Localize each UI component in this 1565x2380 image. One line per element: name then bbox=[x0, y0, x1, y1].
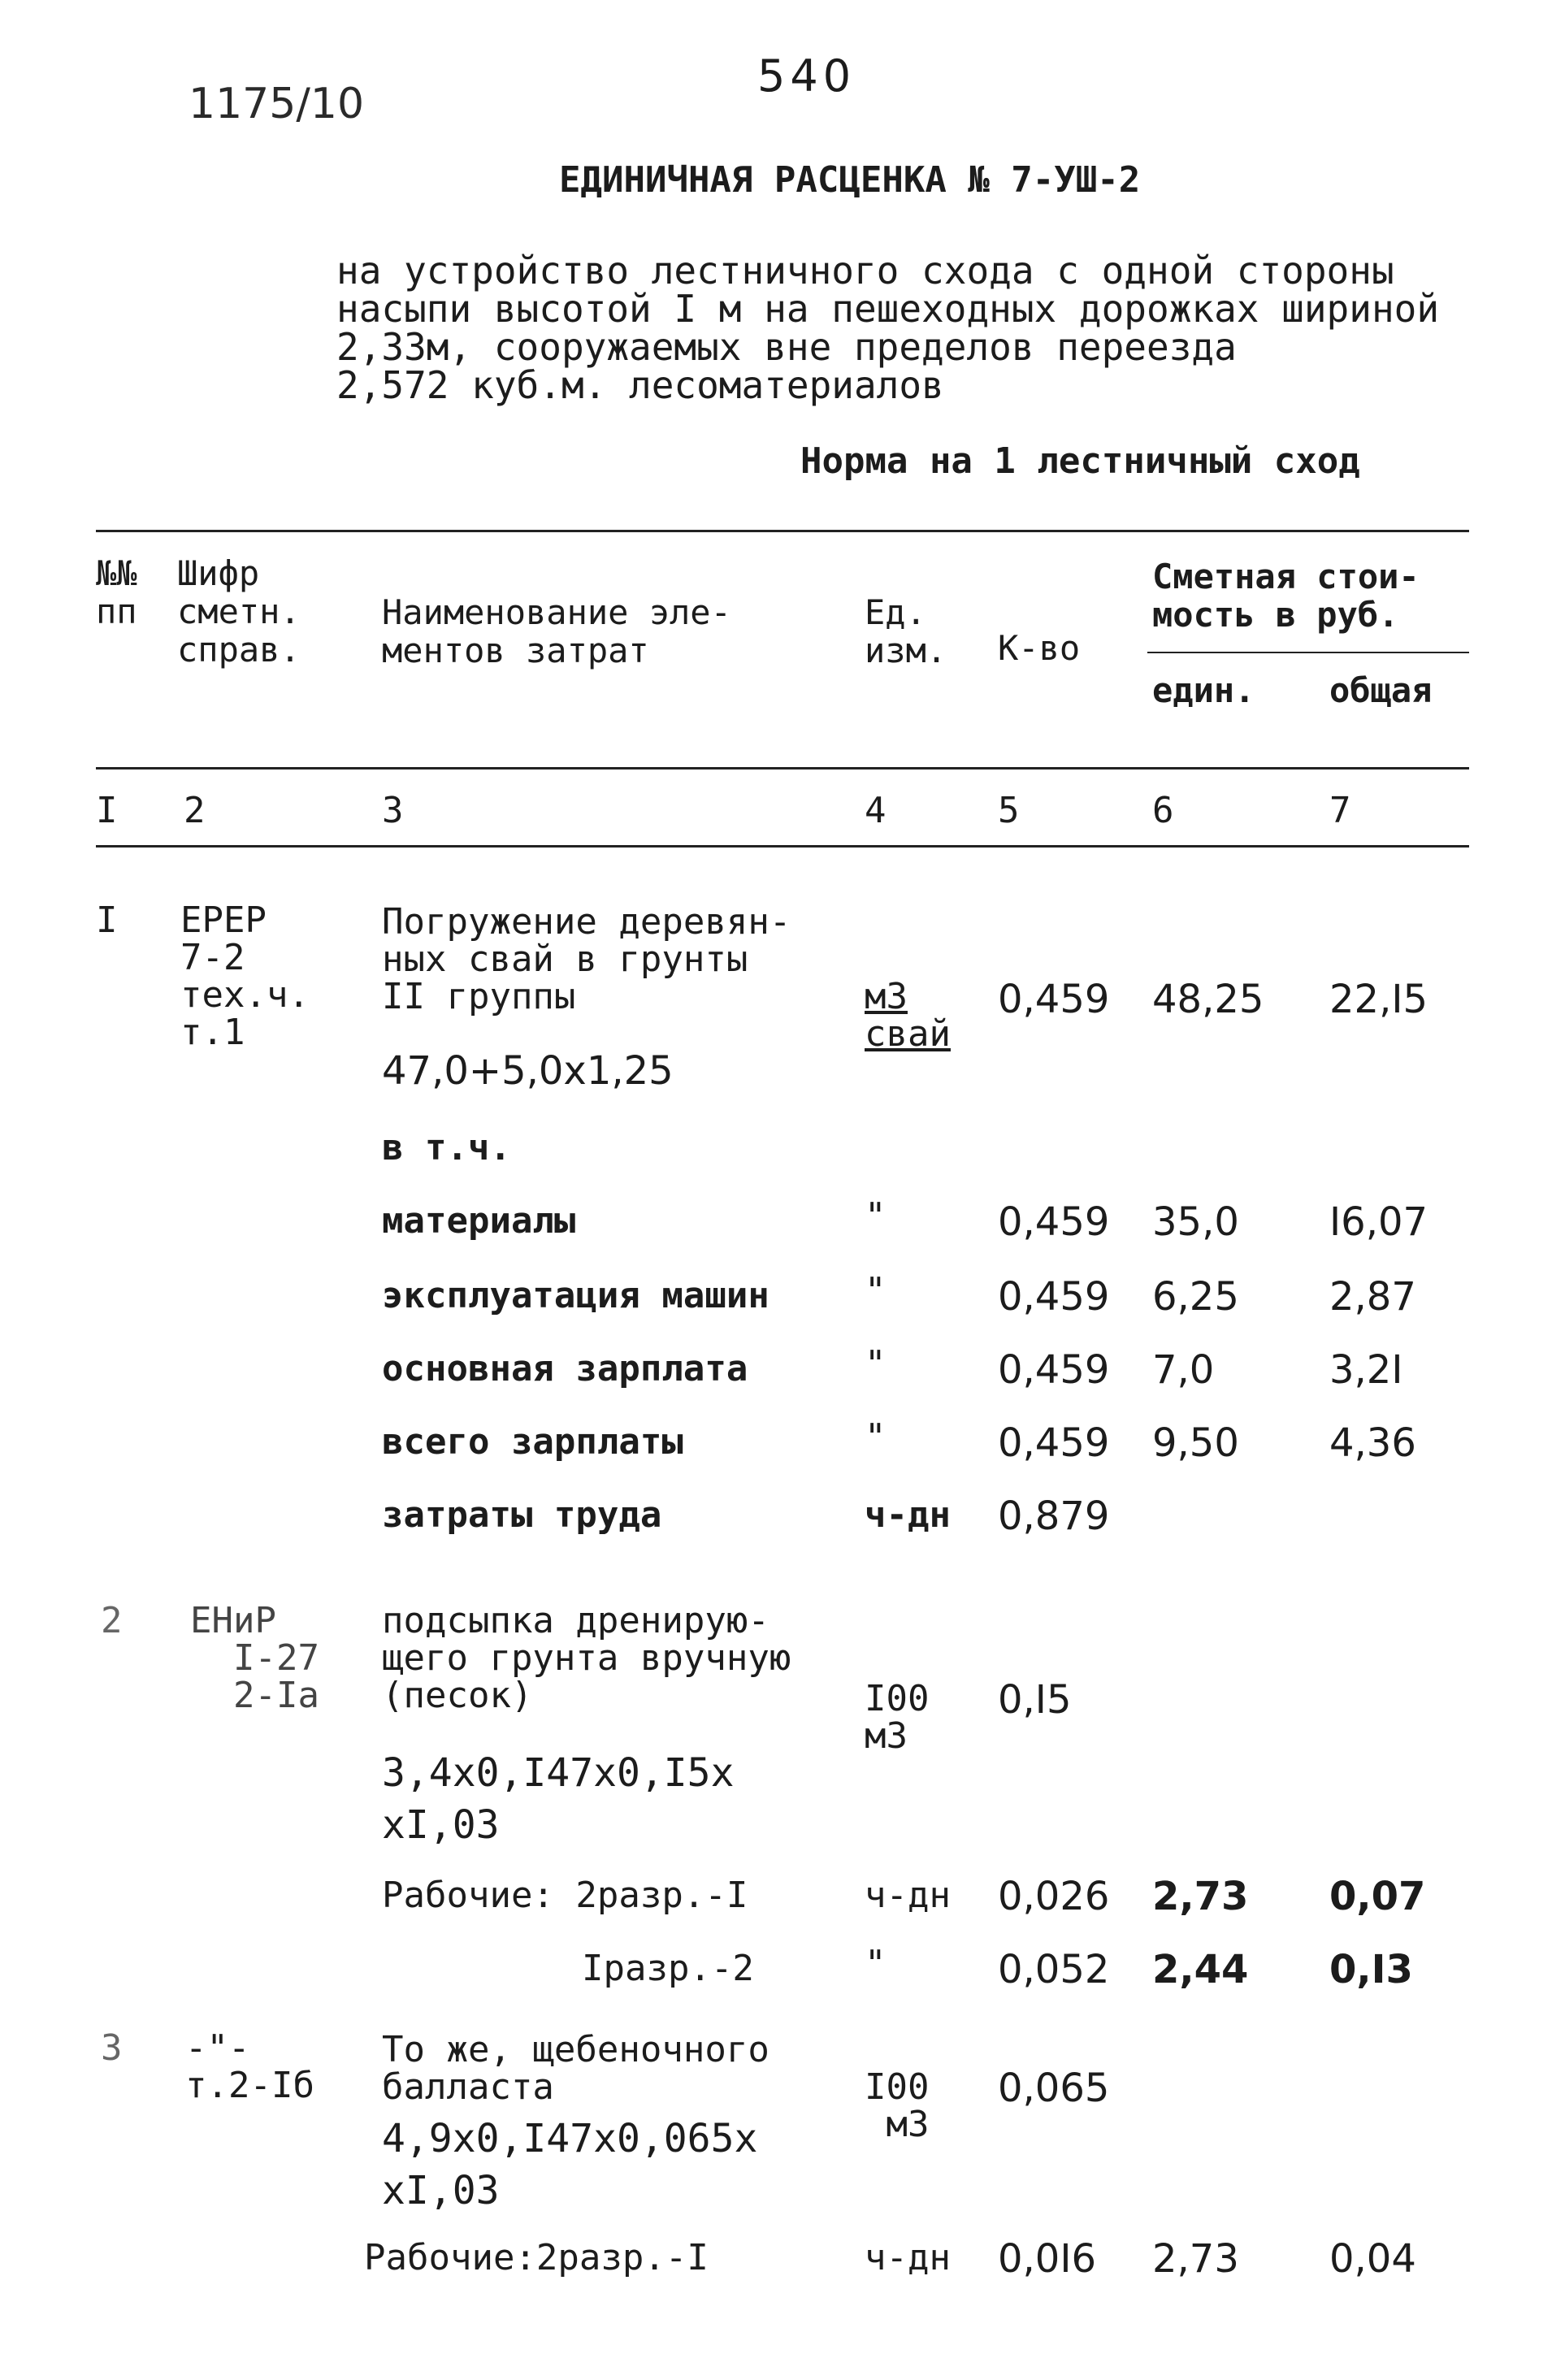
row-estimate-code: -"- т.2-Iб bbox=[185, 2027, 314, 2106]
column-number: I bbox=[96, 790, 118, 831]
row-cost-element-name: подсыпка дренирую- щего грунта вручную (песок) bbox=[382, 1600, 791, 1716]
header-estimated-cost: Сметная стои- мость в руб. bbox=[1152, 557, 1420, 635]
header-quantity: К-во bbox=[998, 628, 1081, 668]
header-cost-element-name: Наименование эле- ментов затрат bbox=[382, 592, 731, 670]
column-number: 6 bbox=[1152, 790, 1174, 831]
column-number: 7 bbox=[1329, 790, 1351, 831]
row-unit: " bbox=[865, 1270, 887, 1311]
header-bottom-rule bbox=[96, 767, 1469, 769]
row-unit-cost: 9,50 bbox=[1152, 1420, 1239, 1466]
row-quantity: 0,052 bbox=[998, 1947, 1110, 1992]
row-cost-element-name: основная зарплата bbox=[382, 1348, 748, 1389]
row-unit: ч-дн bbox=[865, 1875, 951, 1916]
row-estimate-code: ЕРЕР 7-2 тех.ч. т.1 bbox=[180, 900, 310, 1053]
row-unit: I00 м3 bbox=[865, 1678, 930, 1757]
row-cost-element-name: Погружение деревян- ных свай в грунты II группы bbox=[382, 901, 791, 1017]
row-quantity: 0,459 bbox=[998, 1274, 1110, 1320]
row-unit: " bbox=[865, 1195, 887, 1237]
row-formula: 4,9x0,I47x0,065x xI,03 bbox=[382, 2116, 758, 2213]
row-unit: ч-дн bbox=[865, 1494, 951, 1536]
row-estimate-code: ЕНиР I-27 2-Iа bbox=[190, 1600, 319, 1716]
row-total-cost: 0,04 bbox=[1329, 2236, 1416, 2282]
row-number: I bbox=[96, 900, 118, 941]
subtitle-line: 2,572 куб.м. лесоматериалов bbox=[336, 363, 944, 407]
handwritten-archive-code: 1175/10 bbox=[189, 80, 365, 128]
row-quantity: 0,I5 bbox=[998, 1677, 1072, 1723]
row-cost-element-name: всего зарплаты bbox=[382, 1421, 683, 1463]
row-cost-element-name: Рабочие: 2разр.-I bbox=[382, 1875, 748, 1916]
row-cost-element-name: материалы bbox=[382, 1200, 576, 1242]
header-unit: Ед. изм. bbox=[865, 592, 947, 670]
row-cost-element-name: То же, щебеночного балласта bbox=[382, 2029, 769, 2108]
row-unit: " bbox=[865, 1943, 887, 1984]
row-unit: ч-дн bbox=[865, 2237, 951, 2278]
column-number: 3 bbox=[382, 790, 404, 831]
row-quantity: 0,459 bbox=[998, 1420, 1110, 1466]
row-quantity: 0,0I6 bbox=[998, 2236, 1097, 2282]
row-formula: 47,0+5,0x1,25 bbox=[382, 1048, 674, 1094]
document-title: ЕДИНИЧНАЯ РАСЦЕНКА № 7-УШ-2 bbox=[559, 159, 1141, 201]
row-unit: м3 свай bbox=[865, 976, 951, 1055]
row-unit: " bbox=[865, 1343, 887, 1385]
header-total-cost: общая bbox=[1329, 670, 1433, 710]
row-cost-element-name: затраты труда bbox=[382, 1494, 662, 1536]
row-total-cost: I6,07 bbox=[1329, 1199, 1428, 1245]
row-quantity: 0,459 bbox=[998, 1347, 1110, 1393]
row-total-cost: 22,I5 bbox=[1329, 977, 1428, 1022]
header-estimate-code: Шифр сметн. справ. bbox=[177, 553, 301, 670]
row-including-label: в т.ч. bbox=[382, 1127, 511, 1168]
row-unit: I00 м3 bbox=[865, 2066, 930, 2145]
row-unit-cost: 7,0 bbox=[1152, 1347, 1215, 1393]
row-unit-cost: 6,25 bbox=[1152, 1274, 1239, 1320]
row-total-cost: 2,87 bbox=[1329, 1274, 1416, 1320]
column-numbers-rule bbox=[96, 845, 1469, 848]
cost-group-rule bbox=[1147, 652, 1469, 653]
page-number: 540 bbox=[757, 50, 856, 102]
row-unit-cost: 48,25 bbox=[1152, 977, 1264, 1022]
subtitle-line: 2,33м, сооружаемых вне пределов переезда bbox=[336, 325, 1237, 369]
row-formula: 3,4x0,I47x0,I5x xI,03 bbox=[382, 1750, 735, 1848]
row-quantity: 0,459 bbox=[998, 1199, 1110, 1245]
subtitle-line: на устройство лестничного схода с одной стороны bbox=[336, 249, 1394, 293]
row-total-cost: 0,I3 bbox=[1329, 1947, 1413, 1992]
row-unit-cost: 2,73 bbox=[1152, 1874, 1249, 1919]
column-number: 5 bbox=[998, 790, 1020, 831]
row-unit-cost: 35,0 bbox=[1152, 1199, 1239, 1245]
column-number: 2 bbox=[184, 790, 206, 831]
row-quantity: 0,065 bbox=[998, 2066, 1110, 2111]
row-number: 3 bbox=[101, 2027, 123, 2069]
subtitle-line: насыпи высотой I м на пешеходных дорожках шириной bbox=[336, 287, 1440, 331]
header-row-number: №№ пп bbox=[96, 553, 137, 631]
header-unit-cost: един. bbox=[1152, 670, 1255, 710]
norm-statement: Норма на 1 лестничный сход bbox=[800, 440, 1360, 482]
row-cost-element-name: Iразр.-2 bbox=[582, 1948, 754, 1989]
column-number: 4 bbox=[865, 790, 887, 831]
row-unit: " bbox=[865, 1416, 887, 1458]
row-unit-cost: 2,44 bbox=[1152, 1947, 1249, 1992]
row-cost-element-name: эксплуатация машин bbox=[382, 1275, 769, 1316]
row-quantity: 0,026 bbox=[998, 1874, 1110, 1919]
table-top-rule bbox=[96, 530, 1469, 532]
row-unit-cost: 2,73 bbox=[1152, 2236, 1239, 2282]
row-number: 2 bbox=[101, 1600, 123, 1641]
row-total-cost: 0,07 bbox=[1329, 1874, 1426, 1919]
row-quantity: 0,459 bbox=[998, 977, 1110, 1022]
row-cost-element-name: Рабочие:2разр.-I bbox=[364, 2237, 709, 2278]
row-total-cost: 3,2I bbox=[1329, 1347, 1403, 1393]
document-subtitle bbox=[336, 249, 1440, 407]
row-quantity: 0,879 bbox=[998, 1493, 1110, 1539]
row-total-cost: 4,36 bbox=[1329, 1420, 1416, 1466]
